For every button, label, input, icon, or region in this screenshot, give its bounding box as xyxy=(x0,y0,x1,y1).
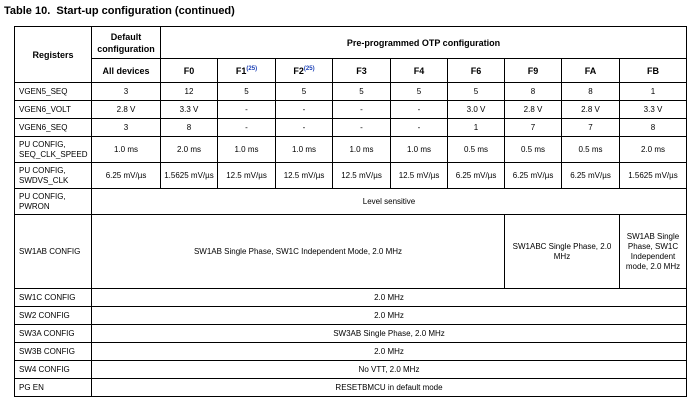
row-pwron xyxy=(15,189,687,215)
header-otp-configuration: Pre-programmed OTP configuration xyxy=(161,27,687,59)
register-name: PG EN xyxy=(15,379,92,397)
cell-f9: 6.25 mV/µs xyxy=(505,163,562,189)
cell-f3: - xyxy=(333,119,391,137)
cell-f2: - xyxy=(276,119,333,137)
cell-f1: 1.0 ms xyxy=(218,137,276,163)
cell-fb: 1.5625 mV/µs xyxy=(620,163,687,189)
header-f3: F3 xyxy=(333,59,391,83)
cell-merged-value: Level sensitive xyxy=(92,189,687,215)
cell-all-devices: 3 xyxy=(92,119,161,137)
cell-f1: - xyxy=(218,101,276,119)
cell-f0: 1.5625 mV/µs xyxy=(161,163,218,189)
cell-f1: 12.5 mV/µs xyxy=(218,163,276,189)
header-f1: F1$^{(25)}$ xyxy=(218,59,276,83)
cell-all-devices: 2.8 V xyxy=(92,101,161,119)
register-name: SW4 CONFIG xyxy=(15,361,92,379)
cell-f3: 5 xyxy=(333,83,391,101)
header-f0: F0 xyxy=(161,59,218,83)
row-sw4-config xyxy=(15,361,687,379)
row-sw1ab-config xyxy=(15,215,687,289)
cell-f4: - xyxy=(391,119,448,137)
cell-fa: 8 xyxy=(562,83,620,101)
cell-merged-value: 2.0 MHz xyxy=(92,307,687,325)
cell-f4: - xyxy=(391,101,448,119)
row-vgen5-seq xyxy=(15,83,687,101)
footnote-link[interactable]: (25) xyxy=(246,65,258,72)
cell-f0: 3.3 V xyxy=(161,101,218,119)
cell-f2: 5 xyxy=(276,83,333,101)
register-name: PU CONFIG, PWRON xyxy=(15,189,92,215)
register-name: VGEN6_SEQ xyxy=(15,119,92,137)
header-f2: F2$^{(25)}$ xyxy=(276,59,333,83)
cell-f6: 1 xyxy=(448,119,505,137)
header-all-devices: All devices xyxy=(92,59,161,83)
header-f9: F9 xyxy=(505,59,562,83)
cell-f1: 5 xyxy=(218,83,276,101)
row-sw2-config xyxy=(15,307,687,325)
cell-f2: - xyxy=(276,101,333,119)
cell-merged-value: SW1AB Single Phase, SW1C Independent Mode, 2.0 MHz xyxy=(92,215,505,289)
header-fa: FA xyxy=(562,59,620,83)
register-name: SW2 CONFIG xyxy=(15,307,92,325)
cell-f3: 12.5 mV/µs xyxy=(333,163,391,189)
cell-fb: 8 xyxy=(620,119,687,137)
row-swdvs-clk xyxy=(15,163,687,189)
cell-f9: 0.5 ms xyxy=(505,137,562,163)
header-f6: F6 xyxy=(448,59,505,83)
cell-all-devices: 1.0 ms xyxy=(92,137,161,163)
header-f4: F4 xyxy=(391,59,448,83)
header-row-columns xyxy=(15,59,687,83)
header-row-top xyxy=(15,27,687,59)
cell-f4: 5 xyxy=(391,83,448,101)
cell-f0: 2.0 ms xyxy=(161,137,218,163)
header-registers: Registers xyxy=(15,27,92,83)
cell-f4: 1.0 ms xyxy=(391,137,448,163)
cell-f1: - xyxy=(218,119,276,137)
cell-f2: 1.0 ms xyxy=(276,137,333,163)
register-name: SW1AB CONFIG xyxy=(15,215,92,289)
table-title-text: Start-up configuration (continued) xyxy=(56,5,235,17)
cell-f0: 12 xyxy=(161,83,218,101)
register-name: VGEN5_SEQ xyxy=(15,83,92,101)
cell-merged-value: SW3AB Single Phase, 2.0 MHz xyxy=(92,325,687,343)
cell-f9: 2.8 V xyxy=(505,101,562,119)
row-seq-clk-speed xyxy=(15,137,687,163)
cell-fb: 3.3 V xyxy=(620,101,687,119)
cell-f3: 1.0 ms xyxy=(333,137,391,163)
register-name: SW1C CONFIG xyxy=(15,289,92,307)
cell-f3: - xyxy=(333,101,391,119)
header-default-configuration: Default configuration xyxy=(92,27,161,59)
cell-all-devices: 3 xyxy=(92,83,161,101)
header-fb: FB xyxy=(620,59,687,83)
row-sw1c-config xyxy=(15,289,687,307)
footnote-link[interactable]: (25) xyxy=(303,65,315,72)
cell-fb-value: SW1AB Single Phase, SW1C Independent mode, 2.0 MHz xyxy=(620,215,687,289)
startup-config-table xyxy=(14,26,687,397)
cell-fb: 1 xyxy=(620,83,687,101)
cell-fa: 0.5 ms xyxy=(562,137,620,163)
register-name: VGEN6_VOLT xyxy=(15,101,92,119)
cell-f9: 7 xyxy=(505,119,562,137)
cell-merged-value: No VTT, 2.0 MHz xyxy=(92,361,687,379)
table-number: Table 10. xyxy=(4,5,51,17)
cell-f9-fa-value: SW1ABC Single Phase, 2.0 MHz xyxy=(505,215,620,289)
cell-merged-value: RESETBMCU in default mode xyxy=(92,379,687,397)
cell-f0: 8 xyxy=(161,119,218,137)
register-name: SW3B CONFIG xyxy=(15,343,92,361)
cell-merged-value: 2.0 MHz xyxy=(92,343,687,361)
register-name: PU CONFIG, SEQ_CLK_SPEED xyxy=(15,137,92,163)
row-vgen6-volt xyxy=(15,101,687,119)
register-name: SW3A CONFIG xyxy=(15,325,92,343)
cell-f2: 12.5 mV/µs xyxy=(276,163,333,189)
cell-fa: 7 xyxy=(562,119,620,137)
row-sw3a-config xyxy=(15,325,687,343)
cell-all-devices: 6.25 mV/µs xyxy=(92,163,161,189)
cell-f6: 6.25 mV/µs xyxy=(448,163,505,189)
cell-merged-value: 2.0 MHz xyxy=(92,289,687,307)
cell-f6: 0.5 ms xyxy=(448,137,505,163)
register-name: PU CONFIG, SWDVS_CLK xyxy=(15,163,92,189)
cell-f9: 8 xyxy=(505,83,562,101)
row-sw3b-config xyxy=(15,343,687,361)
table-title xyxy=(4,5,235,17)
cell-fa: 2.8 V xyxy=(562,101,620,119)
cell-f6: 5 xyxy=(448,83,505,101)
row-vgen6-seq xyxy=(15,119,687,137)
row-pg-en xyxy=(15,379,687,397)
cell-fb: 2.0 ms xyxy=(620,137,687,163)
cell-fa: 6.25 mV/µs xyxy=(562,163,620,189)
cell-f4: 12.5 mV/µs xyxy=(391,163,448,189)
cell-f6: 3.0 V xyxy=(448,101,505,119)
